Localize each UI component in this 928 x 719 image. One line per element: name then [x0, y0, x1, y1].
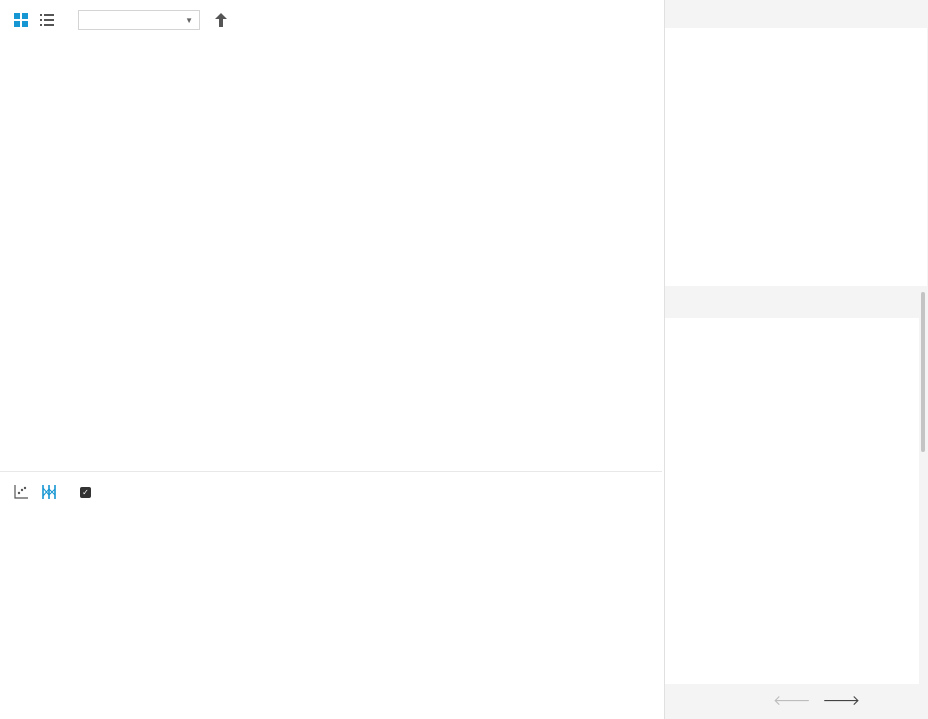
- divider: [0, 471, 662, 472]
- sort-direction-up-icon[interactable]: [212, 11, 230, 29]
- output-list: [665, 318, 919, 684]
- list-view-icon[interactable]: [38, 11, 56, 29]
- grid-view-icon[interactable]: [12, 11, 30, 29]
- chart-toolbar: [12, 482, 101, 502]
- detail-diagram: [665, 28, 927, 286]
- parallel-coordinates-chart[interactable]: [0, 508, 662, 719]
- pager: [773, 692, 860, 709]
- scatter-plot-icon[interactable]: [12, 483, 30, 501]
- scrollbar[interactable]: [921, 292, 925, 452]
- prev-arrow-icon[interactable]: 🡐: [773, 692, 811, 708]
- detail-preview: [665, 28, 927, 286]
- design-grid: [2, 41, 657, 435]
- parallel-coordinates-icon[interactable]: [40, 483, 58, 501]
- view-toolbar: [0, 0, 662, 40]
- next-arrow-icon[interactable]: 🡒: [822, 692, 861, 708]
- chevron-down-icon: ▼: [185, 15, 193, 25]
- sort-select[interactable]: [78, 10, 200, 30]
- detail-panel: [664, 0, 928, 719]
- filter-checkbox[interactable]: ✓: [80, 487, 91, 498]
